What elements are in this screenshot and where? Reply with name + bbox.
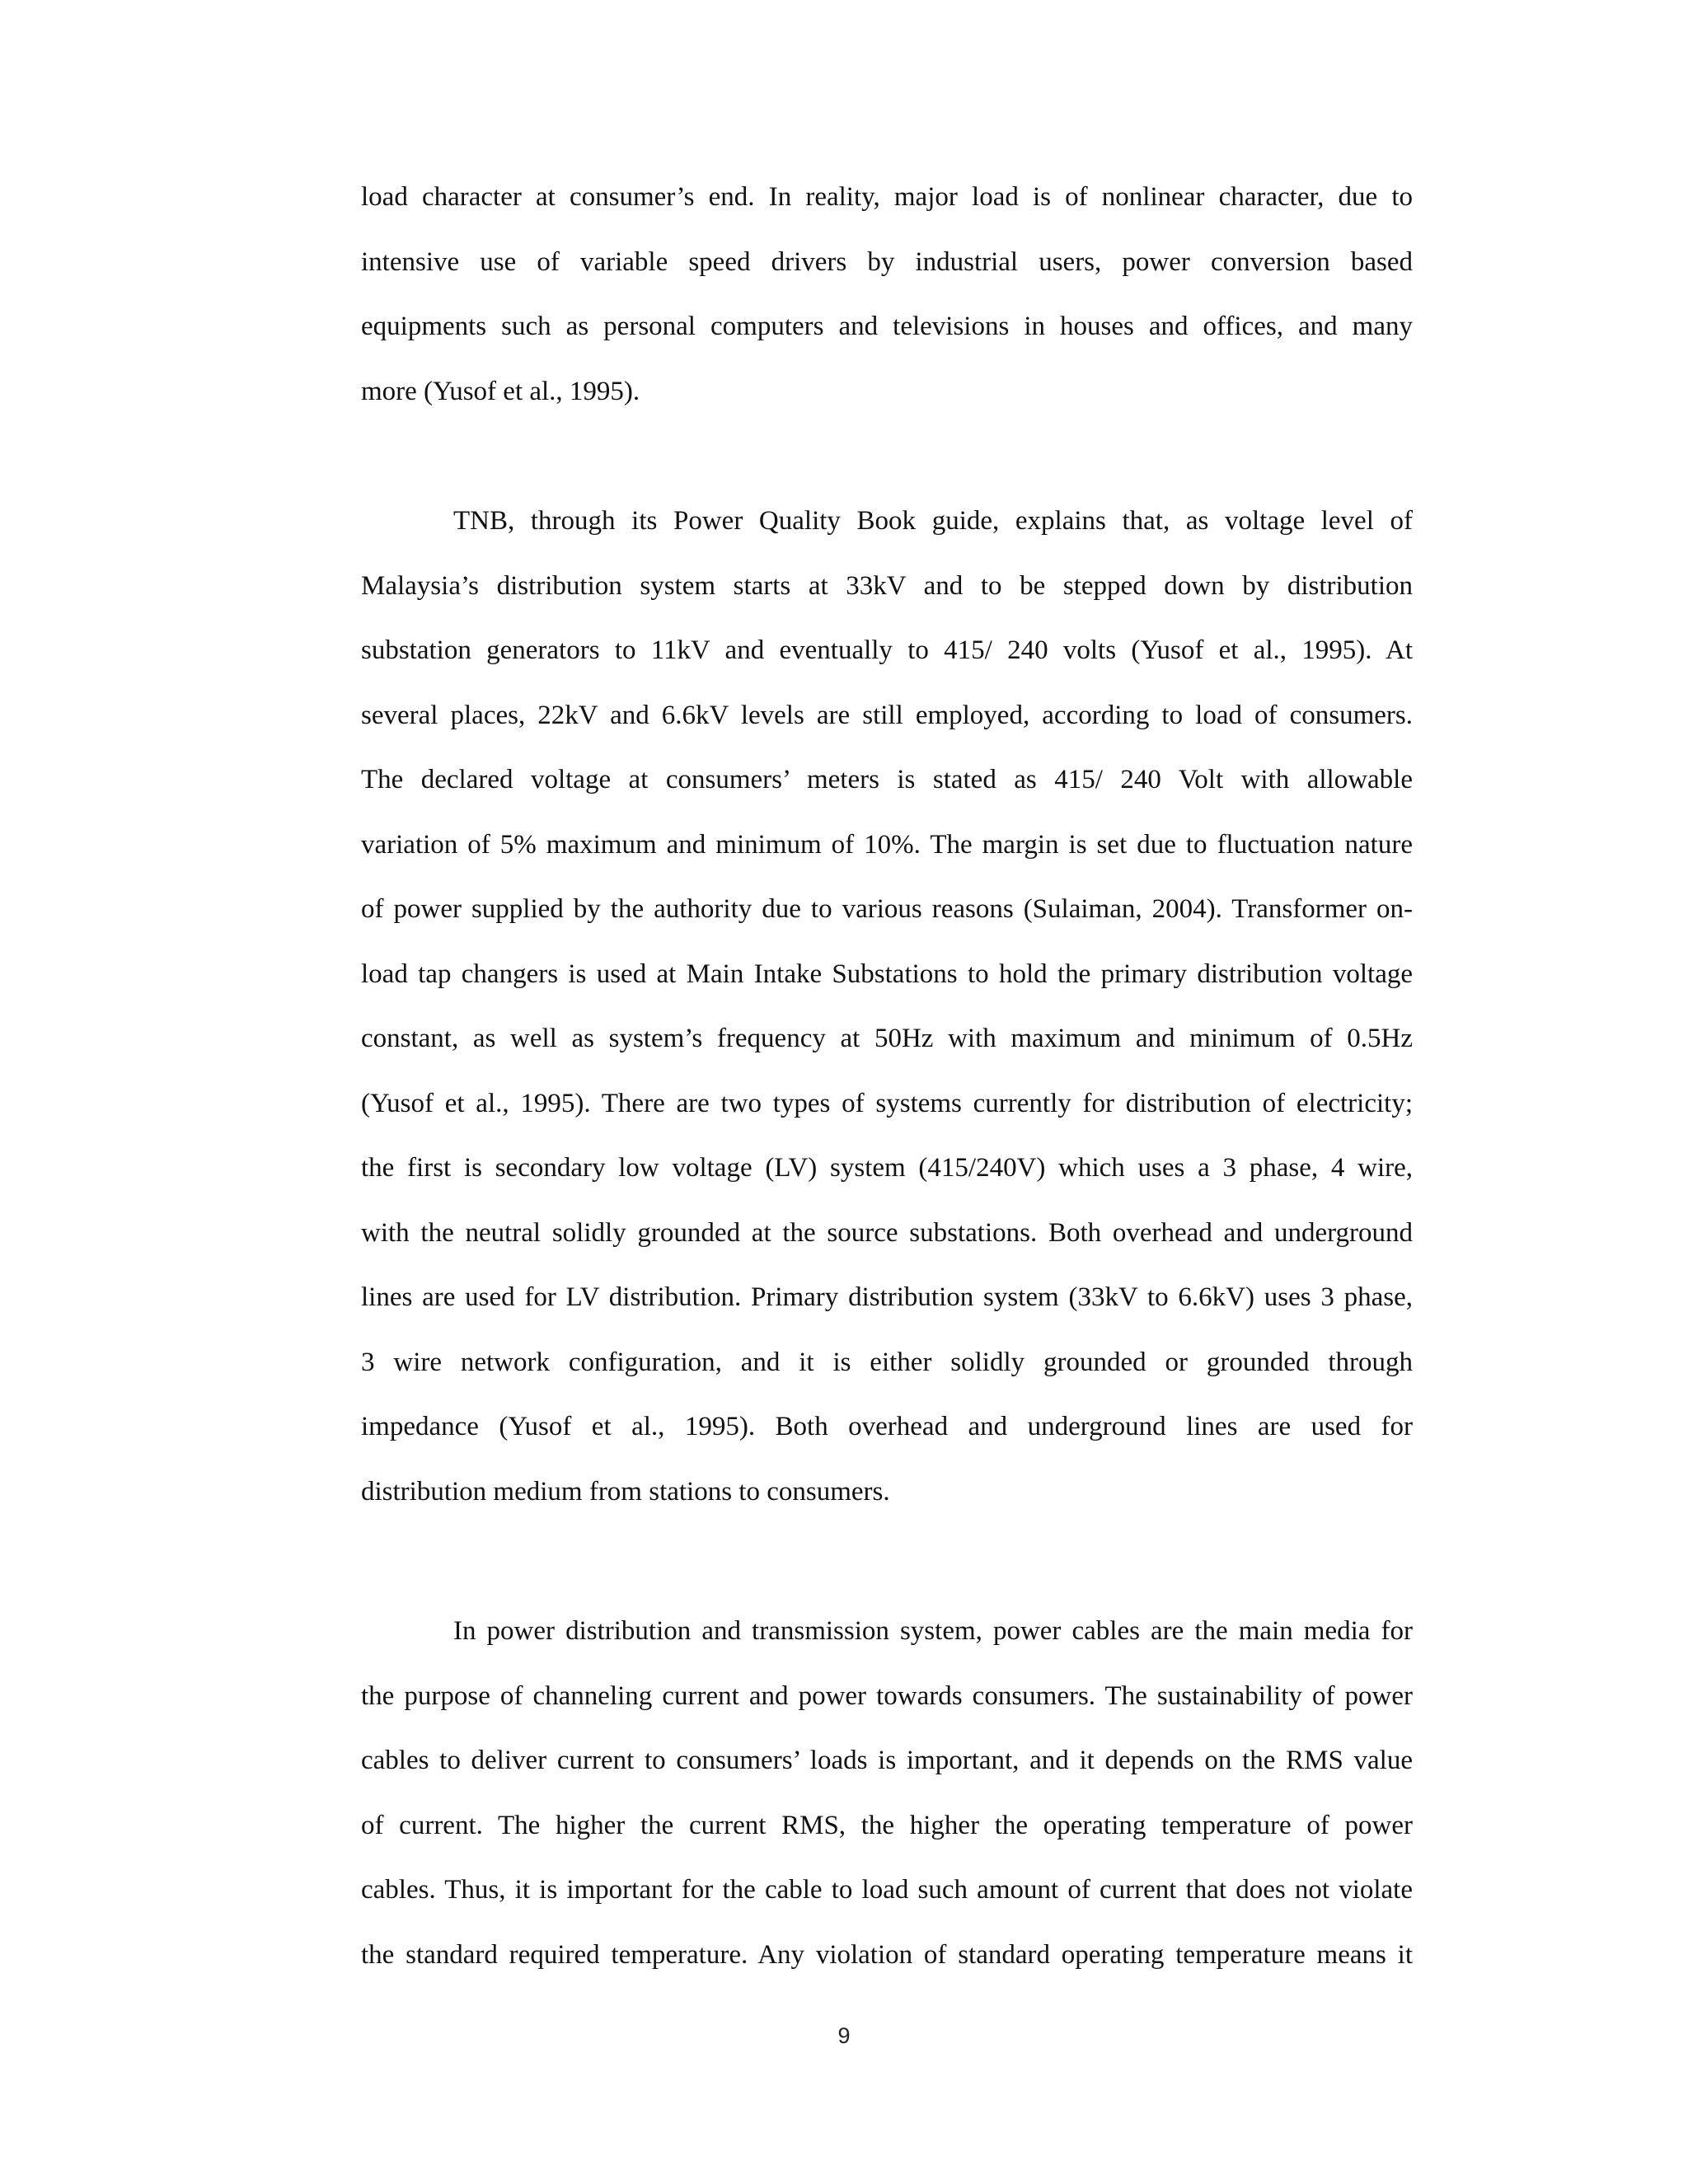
- paragraph-line: more (Yusof et al., 1995).: [361, 376, 640, 406]
- paragraph-line: 3 wire network configuration, and it is either solidly grounded or grounded through: [361, 1347, 1413, 1377]
- paragraph-line: In power distribution and transmission system, power cables are the main media for: [453, 1616, 1413, 1646]
- paragraph-line: the purpose of channeling current and power towards consumers. The sustainability of power: [361, 1680, 1413, 1711]
- paragraph-line: load tap changers is used at Main Intake Substations to hold the primary distribution voltage: [361, 958, 1413, 989]
- paragraph-line: Malaysia’s distribution system starts at 33kV and to be stepped down by distribution: [361, 570, 1413, 601]
- paragraph-3: [361, 1599, 1413, 1987]
- paragraph-2: [361, 489, 1413, 1524]
- paragraph-line: cables. Thus, it is important for the cable to load such amount of current that does not violate: [361, 1875, 1413, 1905]
- paragraph-1: [361, 165, 1413, 424]
- paragraph-line: lines are used for LV distribution. Primary distribution system (33kV to 6.6kV) uses 3 phase,: [361, 1282, 1413, 1312]
- paragraph-line: variation of 5% maximum and minimum of 10%. The margin is set due to fluctuation nature: [361, 829, 1413, 860]
- paragraph-line: the first is secondary low voltage (LV) system (415/240V) which uses a 3 phase, 4 wire,: [361, 1153, 1413, 1183]
- paragraph-line: distribution medium from stations to consumers.: [361, 1476, 890, 1507]
- paragraph-line: impedance (Yusof et al., 1995). Both overhead and underground lines are used for: [361, 1412, 1413, 1441]
- paragraph-line: (Yusof et al., 1995). There are two types of systems currently for distribution of electricity;: [361, 1088, 1413, 1118]
- paragraph-line: intensive use of variable speed drivers by industrial users, power conversion based: [361, 246, 1413, 277]
- paragraph-line: substation generators to 11kV and eventually to 415/ 240 volts (Yusof et al., 1995). At: [361, 635, 1413, 665]
- paragraph-line: TNB, through its Power Quality Book guide, explains that, as voltage level of: [453, 506, 1413, 536]
- paragraph-line: the standard required temperature. Any violation of standard operating temperature means it: [361, 1939, 1413, 1970]
- paragraph-line: equipments such as personal computers and televisions in houses and offices, and many: [361, 312, 1413, 341]
- paragraph-line: with the neutral solidly grounded at the source substations. Both overhead and underground: [361, 1217, 1413, 1248]
- page-number: 9: [837, 2023, 851, 2048]
- paragraph-line: of current. The higher the current RMS, the higher the operating temperature of power: [361, 1810, 1413, 1840]
- paragraph-line: The declared voltage at consumers’ meters is stated as 415/ 240 Volt with allowable: [361, 765, 1413, 794]
- paragraph-line: cables to deliver current to consumers’ loads is important, and it depends on the RMS value: [361, 1746, 1413, 1775]
- paragraph-line: constant, as well as system’s frequency at 50Hz with maximum and minimum of 0.5Hz: [361, 1024, 1413, 1053]
- paragraph-line: several places, 22kV and 6.6kV levels are still employed, according to load of consumers.: [361, 700, 1413, 730]
- paragraph-line: of power supplied by the authority due to various reasons (Sulaiman, 2004). Transformer on-: [361, 894, 1413, 924]
- paragraph-line: load character at consumer’s end. In reality, major load is of nonlinear character, due to: [361, 182, 1413, 212]
